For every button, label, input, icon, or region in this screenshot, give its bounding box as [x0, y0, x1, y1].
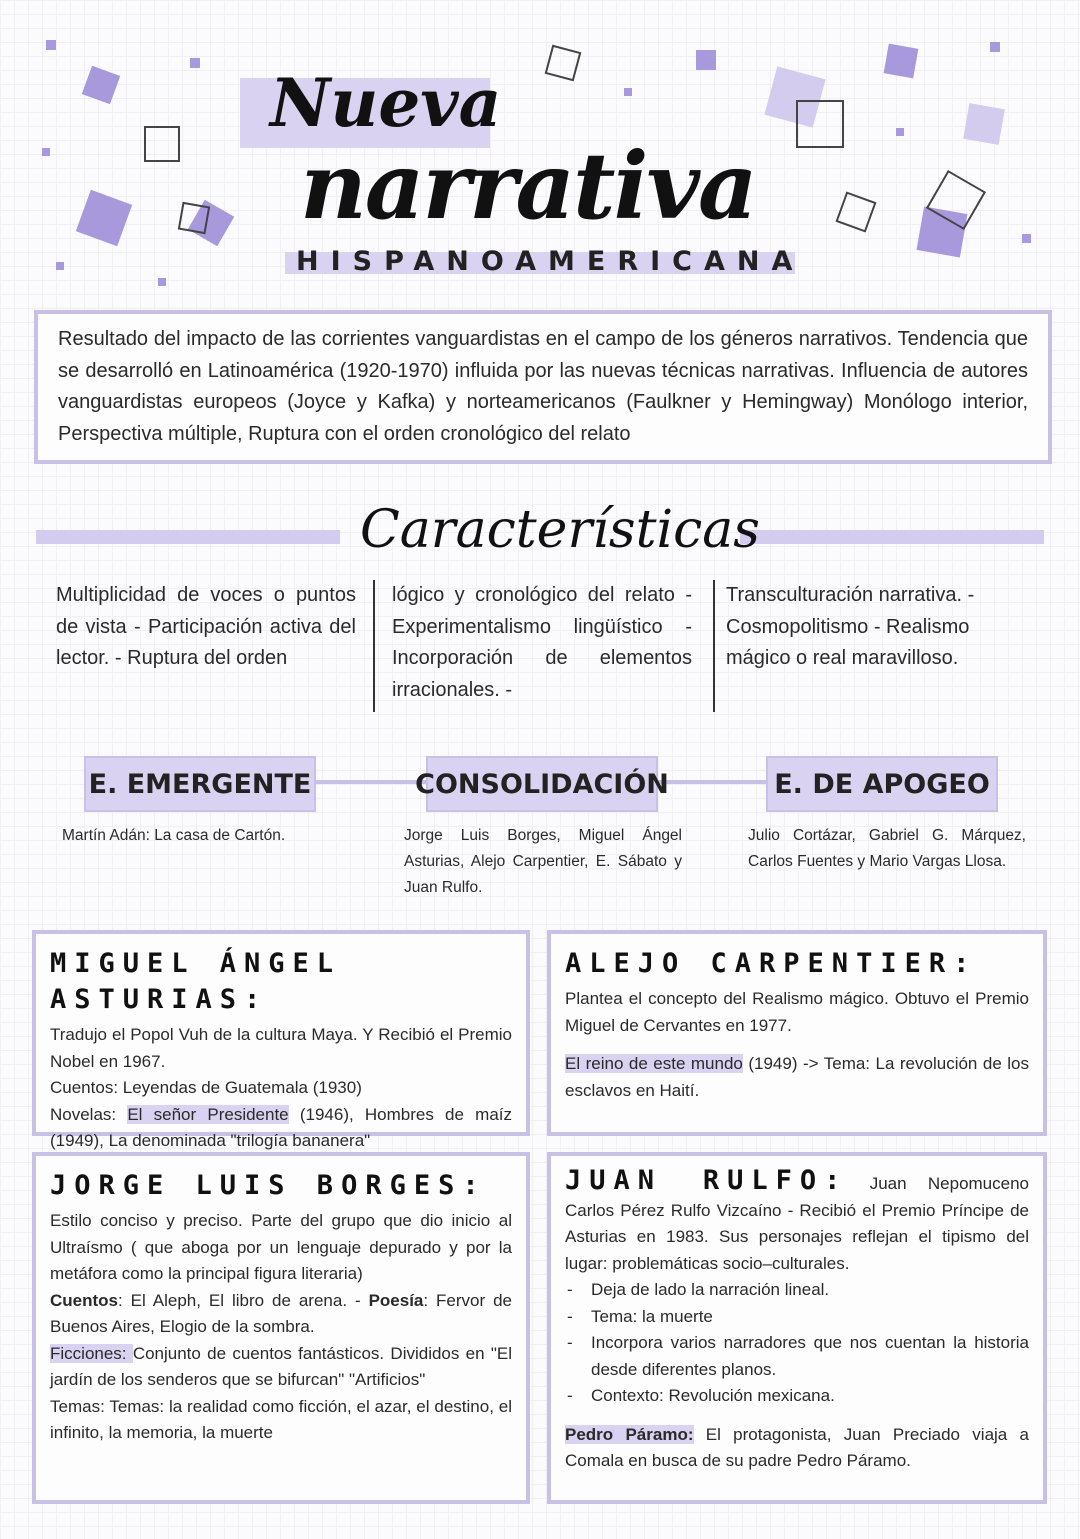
card-borges — [32, 1152, 530, 1504]
column-divider — [373, 580, 375, 712]
column-divider — [713, 580, 715, 712]
characteristics-col-3: Transculturación narrativa. - Cosmopolitismo - Realismo mágico o real maravilloso. — [726, 584, 975, 669]
card-text — [50, 1341, 512, 1394]
author-name: MIGUEL ÁNGEL ASTURIAS: — [50, 948, 342, 1015]
stage-authors: Martín Adán: La casa de Cartón. — [62, 827, 286, 844]
label: Cuentos — [50, 1290, 118, 1310]
divider-left — [36, 530, 340, 544]
card-text: Cuentos: Leyendas de Guatemala (1930) — [50, 1078, 362, 1097]
card-text: Estilo conciso y preciso. Parte del grupo que dio inicio al Ultraísmo ( que aboga por un lenguaje depurado y por la metáfora como la principal figura literaria) — [50, 1211, 512, 1283]
title-subtitle: HISPANOAMERICANA — [296, 246, 805, 277]
author-name: JUAN RULFO: — [565, 1165, 849, 1196]
stage-authors: Julio Cortázar, Gabriel G. Márquez, Carlos Fuentes y Mario Vargas Llosa. — [748, 827, 1026, 870]
stage-authors: Jorge Luis Borges, Miguel Ángel Asturias, Alejo Carpentier, E. Sábato y Juan Rulfo. — [404, 827, 682, 896]
text: Juan Nepomuceno Carlos Pérez Rulfo Vizcaíno - Recibió el Premio Príncipe de Asturias en 1983. Sus personajes reflejan el tipismo del lugar: problemáticas socio–culturales. — [565, 1174, 1030, 1273]
label: Poesía — [368, 1290, 424, 1310]
title-line2: narrativa — [300, 132, 756, 240]
text: (1946), Hombres de maíz (1949), La denominada "trilogía bananera" — [50, 1104, 512, 1150]
card-text — [565, 1051, 1029, 1104]
text: Conjunto de cuentos fantásticos. Divididos en "El jardín de los senderos que se bifurcan" "Artificios" — [50, 1343, 513, 1389]
card-carpentier — [547, 930, 1047, 1136]
text: : El Aleph, El libro de arena. - — [118, 1290, 369, 1310]
intro-box: Resultado del impacto de las corrientes vanguardistas en el campo de los géneros narrativos. Tendencia que se desarrolló en Latinoamérica (1920-1970) influida por las nuevas técnicas narrativas. Influencia de autores vanguardistas europeos (Joyce y Kafka) y norteamericanos (Faulkner y Hemingway) Monólogo interior, Perspectiva múltiple, Ruptura con el orden cronológico del relato — [34, 310, 1052, 464]
card-text: Tradujo el Popol Vuh de la cultura Maya. Y Recibió el Premio Nobel en 1967. — [50, 1025, 512, 1071]
highlighted-title: El reino de este mundo — [565, 1054, 743, 1073]
list-item: - Tema: la muerte — [565, 1304, 1029, 1331]
list-item: - Deja de lado la narración lineal. — [565, 1277, 1029, 1304]
highlighted-title: El señor Presidente — [127, 1104, 289, 1124]
characteristics-col-1: Multiplicidad de voces o puntos de vista - Participación activa del lector. - Ruptura del orden — [56, 584, 356, 669]
divider-right — [740, 530, 1044, 544]
text: (1949) -> Tema: La revolución de los esclavos en Haití. — [565, 1054, 1029, 1100]
card-text — [50, 1288, 512, 1341]
list-item: - Incorpora varios narradores que nos cuentan la historia desde diferentes planos. — [565, 1330, 1029, 1383]
list-item: - Contexto: Revolución mexicana. — [565, 1383, 1029, 1410]
highlighted-title: Ficciones: — [50, 1343, 133, 1363]
author-name: JORGE LUIS BORGES: — [50, 1170, 487, 1201]
card-rulfo — [547, 1152, 1047, 1504]
text: : Fervor de Buenos Aires, Elogio de la sombra. — [50, 1290, 513, 1336]
author-name: ALEJO CARPENTIER: — [565, 948, 978, 979]
card-text — [50, 1102, 512, 1155]
text: El protagonista, Juan Preciado viaja a Comala en busca de su padre Pedro Páramo. — [565, 1424, 1029, 1470]
title-line1: Nueva — [270, 64, 502, 142]
stage-consolidacion: CONSOLIDACIÓN — [426, 756, 658, 812]
stage-emergente: E. EMERGENTE — [84, 756, 316, 812]
characteristics-col-2: lógico y cronológico del relato - Experimentalismo lingüístico - Incorporación de elementos irracionales. - — [392, 584, 692, 701]
highlighted-title: Pedro Páramo: — [565, 1424, 694, 1444]
card-text — [565, 1165, 1030, 1277]
card-text: Plantea el concepto del Realismo mágico. Obtuvo el Premio Miguel de Cervantes en 1977. — [565, 989, 1029, 1035]
card-text: Temas: Temas: la realidad como ficción, el azar, el destino, el infinito, la memoria, la muerte — [50, 1396, 512, 1442]
rulfo-bullets — [565, 1277, 1029, 1410]
label: Novelas: — [50, 1104, 128, 1124]
stage-apogeo: E. DE APOGEO — [766, 756, 998, 812]
card-text — [565, 1422, 1029, 1475]
section-heading: Características — [360, 500, 760, 560]
card-asturias — [32, 930, 530, 1150]
